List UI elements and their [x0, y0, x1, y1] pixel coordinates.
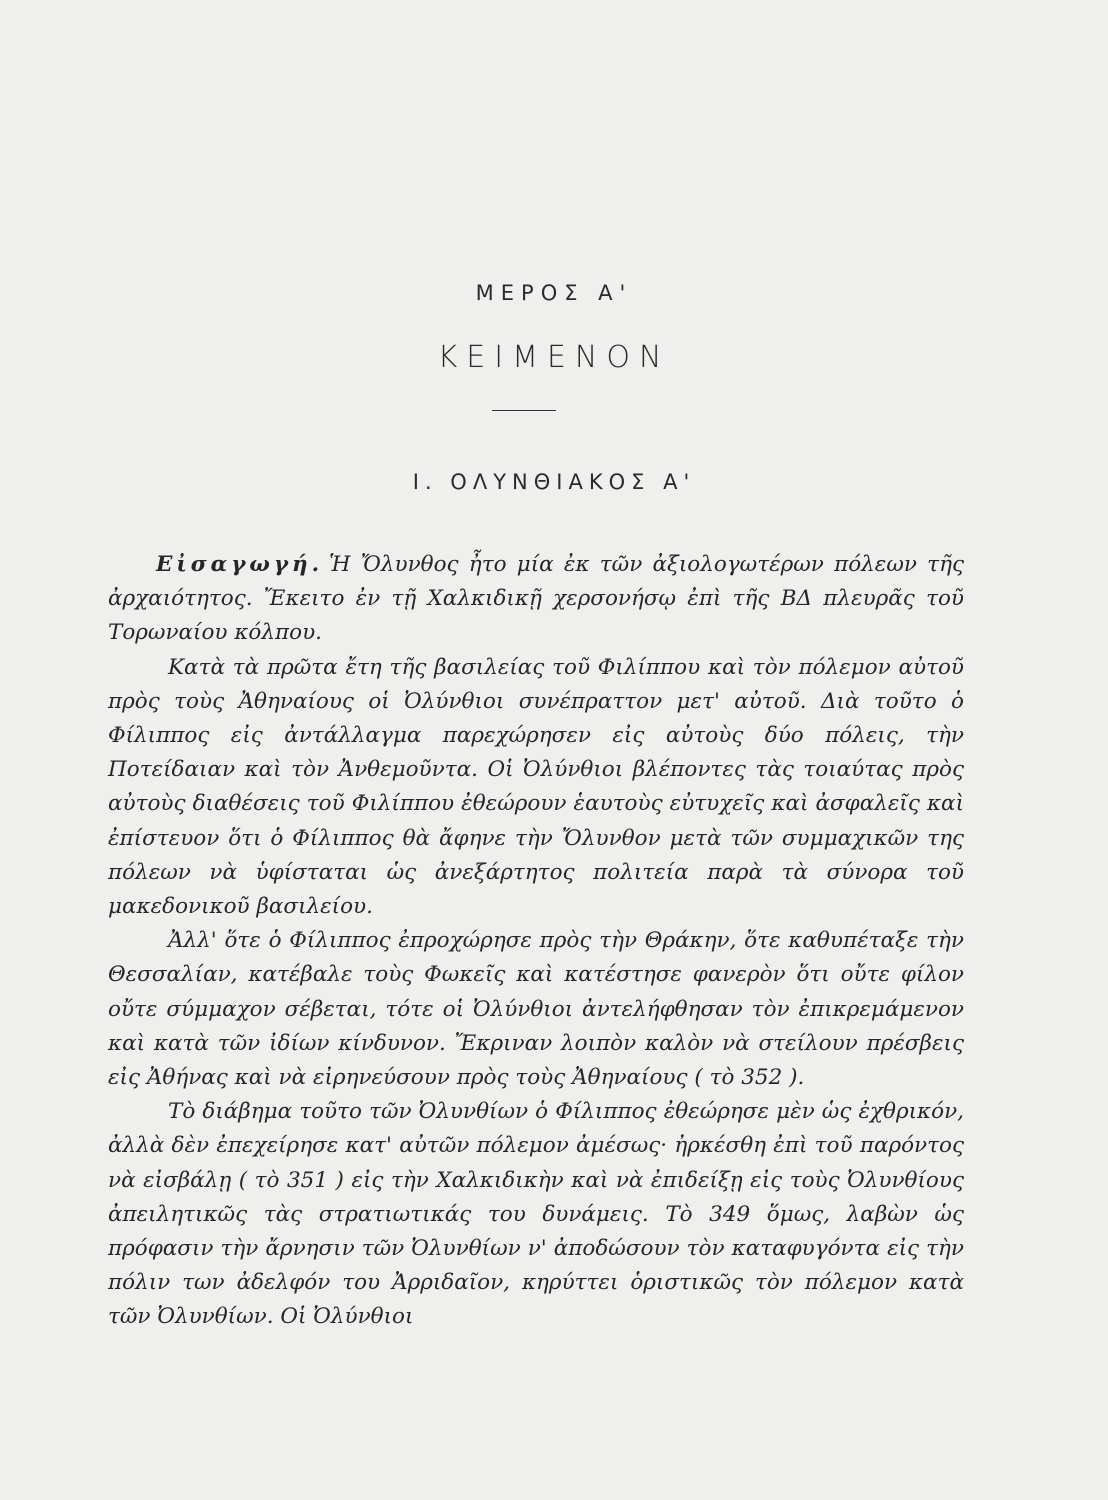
- speech-title: Ι. ΟΛΥΝΘΙΑΚΟΣ Α': [412, 470, 696, 494]
- paragraph: Τὸ διάβημα τοῦτο τῶν Ὀλυνθίων ὁ Φίλιππος ἐθεώρησε μὲν ὡς ἐχθρικόν, ἀλλὰ δὲν ἐπεχείρησε κατ' αὐτῶν πόλεμον ἀμέσως· ἠρκέσθη ἐπὶ τοῦ παρόντος νὰ εἰσβάλῃ ( τὸ 351 ) εἰς τὴν Χαλκιδικὴν καὶ νὰ ἐπιδείξῃ εἰς τοὺς Ὀλυνθίους ἀπειλητικῶς τὰς στρατιωτικάς του δυνάμεις. Τὸ 349 ὅμως, λαβὼν ὡς πρόφασιν τὴν ἄρνησιν τῶν Ὀλυνθίων ν' ἀποδώσουν τὸν καταφυγόντα εἰς τὴν πόλιν των ἀδελφόν του Ἀρριδαῖον, κηρύττει ὁριστικῶς τὸν πόλεμον κατὰ τῶν Ὀλυνθίων. Οἱ Ὀλύνθιοι: [108, 1099, 964, 1330]
- paragraph-text: Ἡ Ὄλυνθος ἦτο μία ἐκ τῶν ἀξιολογωτέρων πόλεων τῆς ἀρχαιότητος. Ἔκειτο ἐν τῇ Χαλκιδικῇ χερσονήσῳ ἐπὶ τῆς ΒΔ πλευρᾶς τοῦ Τορωναίου κόλπου.: [108, 552, 964, 646]
- paragraph: [108, 548, 964, 651]
- paragraph: Κατὰ τὰ πρῶτα ἔτη τῆς βασιλείας τοῦ Φιλίππου καὶ τὸν πόλεμον αὐτοῦ πρὸς τοὺς Ἀθηναίους οἱ Ὀλύνθιοι συνέπραττον μετ' αὐτοῦ. Διὰ τοῦτο ὁ Φίλιππος εἰς ἀντάλλαγμα παρεχώρησεν εἰς αὐτοὺς δύο πόλεις, τὴν Ποτείδαιαν καὶ τὸν Ἀνθεμοῦντα. Οἱ Ὀλύνθιοι βλέποντες τὰς τοιαύτας πρὸς αὐτοὺς διαθέσεις τοῦ Φιλίππου ἐθεώρουν ἑαυτοὺς εὐτυχεῖς καὶ ἀσφαλεῖς καὶ ἐπίστευον ὅτι ὁ Φίλιππος θὰ ἄφηνε τὴν Ὄλυνθον μετὰ τῶν συμμαχικῶν της πόλεων νὰ ὑφίσταται ὡς ἀνεξάρτητος πολιτεία παρὰ τὰ σύνορα τοῦ μακεδονικοῦ βασιλείου.: [108, 654, 964, 920]
- part-title: ΜΕΡΟΣ Α': [475, 281, 633, 305]
- body-text: [108, 548, 964, 1335]
- divider-rule: [492, 410, 556, 411]
- intro-label: Εἰσαγωγή.: [156, 552, 324, 577]
- paragraph: Ἀλλ' ὅτε ὁ Φίλιππος ἐπροχώρησε πρὸς τὴν Θράκην, ὅτε καθυπέταξε τὴν Θεσσαλίαν, κατέβαλε τοὺς Φωκεῖς καὶ κατέστησε φανερὸν ὅτι οὔτε φίλον οὔτε σύμμαχον σέβεται, τότε οἱ Ὀλύνθιοι ἀντελήφθησαν τὸν ἐπικρεμάμενον καὶ κατὰ τῶν ἰδίων κίνδυνον. Ἔκριναν λοιπὸν καλὸν νὰ στείλουν πρέσβεις εἰς Ἀθήνας καὶ νὰ εἰρηνεύσουν πρὸς τοὺς Ἀθηναίους ( τὸ 352 ).: [108, 928, 964, 1091]
- section-title: ΚΕΙΜΕΝΟΝ: [437, 340, 671, 375]
